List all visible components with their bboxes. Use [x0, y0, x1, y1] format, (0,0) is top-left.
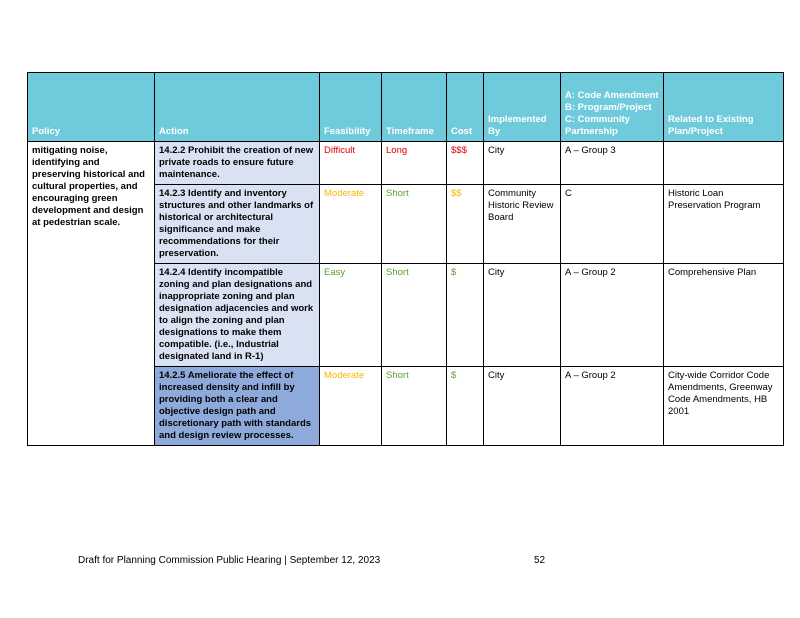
code-cell: C [561, 185, 664, 264]
header-action: Action [155, 73, 320, 142]
table-header-row [28, 73, 784, 142]
related-cell: Historic Loan Preservation Program [664, 185, 784, 264]
cost-cell: $$$ [447, 142, 484, 185]
implemented-by-cell: City [484, 367, 561, 446]
code-cell: A – Group 3 [561, 142, 664, 185]
page-number: 52 [534, 555, 546, 566]
related-cell: Comprehensive Plan [664, 264, 784, 367]
timeframe-cell: Long [382, 142, 447, 185]
cost-cell: $$ [447, 185, 484, 264]
header-code-line: A: Code Amendment [565, 90, 659, 101]
header-timeframe: Timeframe [382, 73, 447, 142]
header-policy: Policy [28, 73, 155, 142]
code-cell: A – Group 2 [561, 367, 664, 446]
feasibility-cell: Moderate [320, 367, 382, 446]
footer-text: Draft for Planning Commission Public Hearing | September 12, 2023 [78, 555, 381, 566]
feasibility-cell: Easy [320, 264, 382, 367]
feasibility-cell: Moderate [320, 185, 382, 264]
table-row [28, 142, 784, 185]
related-cell: City-wide Corridor Code Amendments, Greenway Code Amendments, HB 2001 [664, 367, 784, 446]
feasibility-cell: Difficult [320, 142, 382, 185]
header-code-amendment [561, 73, 664, 142]
cost-cell: $ [447, 367, 484, 446]
timeframe-cell: Short [382, 367, 447, 446]
header-implemented-by: Implemented By [484, 73, 561, 142]
header-related: Related to Existing Plan/Project [664, 73, 784, 142]
action-cell: 14.2.2 Prohibit the creation of new private roads to ensure future maintenance. [155, 142, 320, 185]
header-code-line: B: Program/Project [565, 102, 652, 113]
timeframe-cell: Short [382, 185, 447, 264]
code-cell: A – Group 2 [561, 264, 664, 367]
policy-text: mitigating noise, identifying and preserving historical and cultural properties, and encouraging green development and design at pedestrian scale. [28, 142, 155, 446]
header-cost: Cost [447, 73, 484, 142]
implemented-by-cell: Community Historic Review Board [484, 185, 561, 264]
cost-cell: $ [447, 264, 484, 367]
header-code-line: C: Community Partnership [565, 114, 630, 137]
implemented-by-cell: City [484, 264, 561, 367]
policy-action-table [27, 72, 784, 446]
action-cell: 14.2.4 Identify incompatible zoning and plan designations and inappropriate zoning and plan designation adjacencies and work to align the zoning and plan designations to make them compatible. (i.e., Industrial designated land in R-1) [155, 264, 320, 367]
implemented-by-cell: City [484, 142, 561, 185]
action-cell: 14.2.3 Identify and inventory structures and other landmarks of historical or architectural significance and make recommendations for their preservation. [155, 185, 320, 264]
action-cell: 14.2.5 Ameliorate the effect of increased density and infill by providing both a clear and objective design path and discretionary path with standards and design review processes. [155, 367, 320, 446]
related-cell [664, 142, 784, 185]
header-feasibility: Feasibility [320, 73, 382, 142]
timeframe-cell: Short [382, 264, 447, 367]
